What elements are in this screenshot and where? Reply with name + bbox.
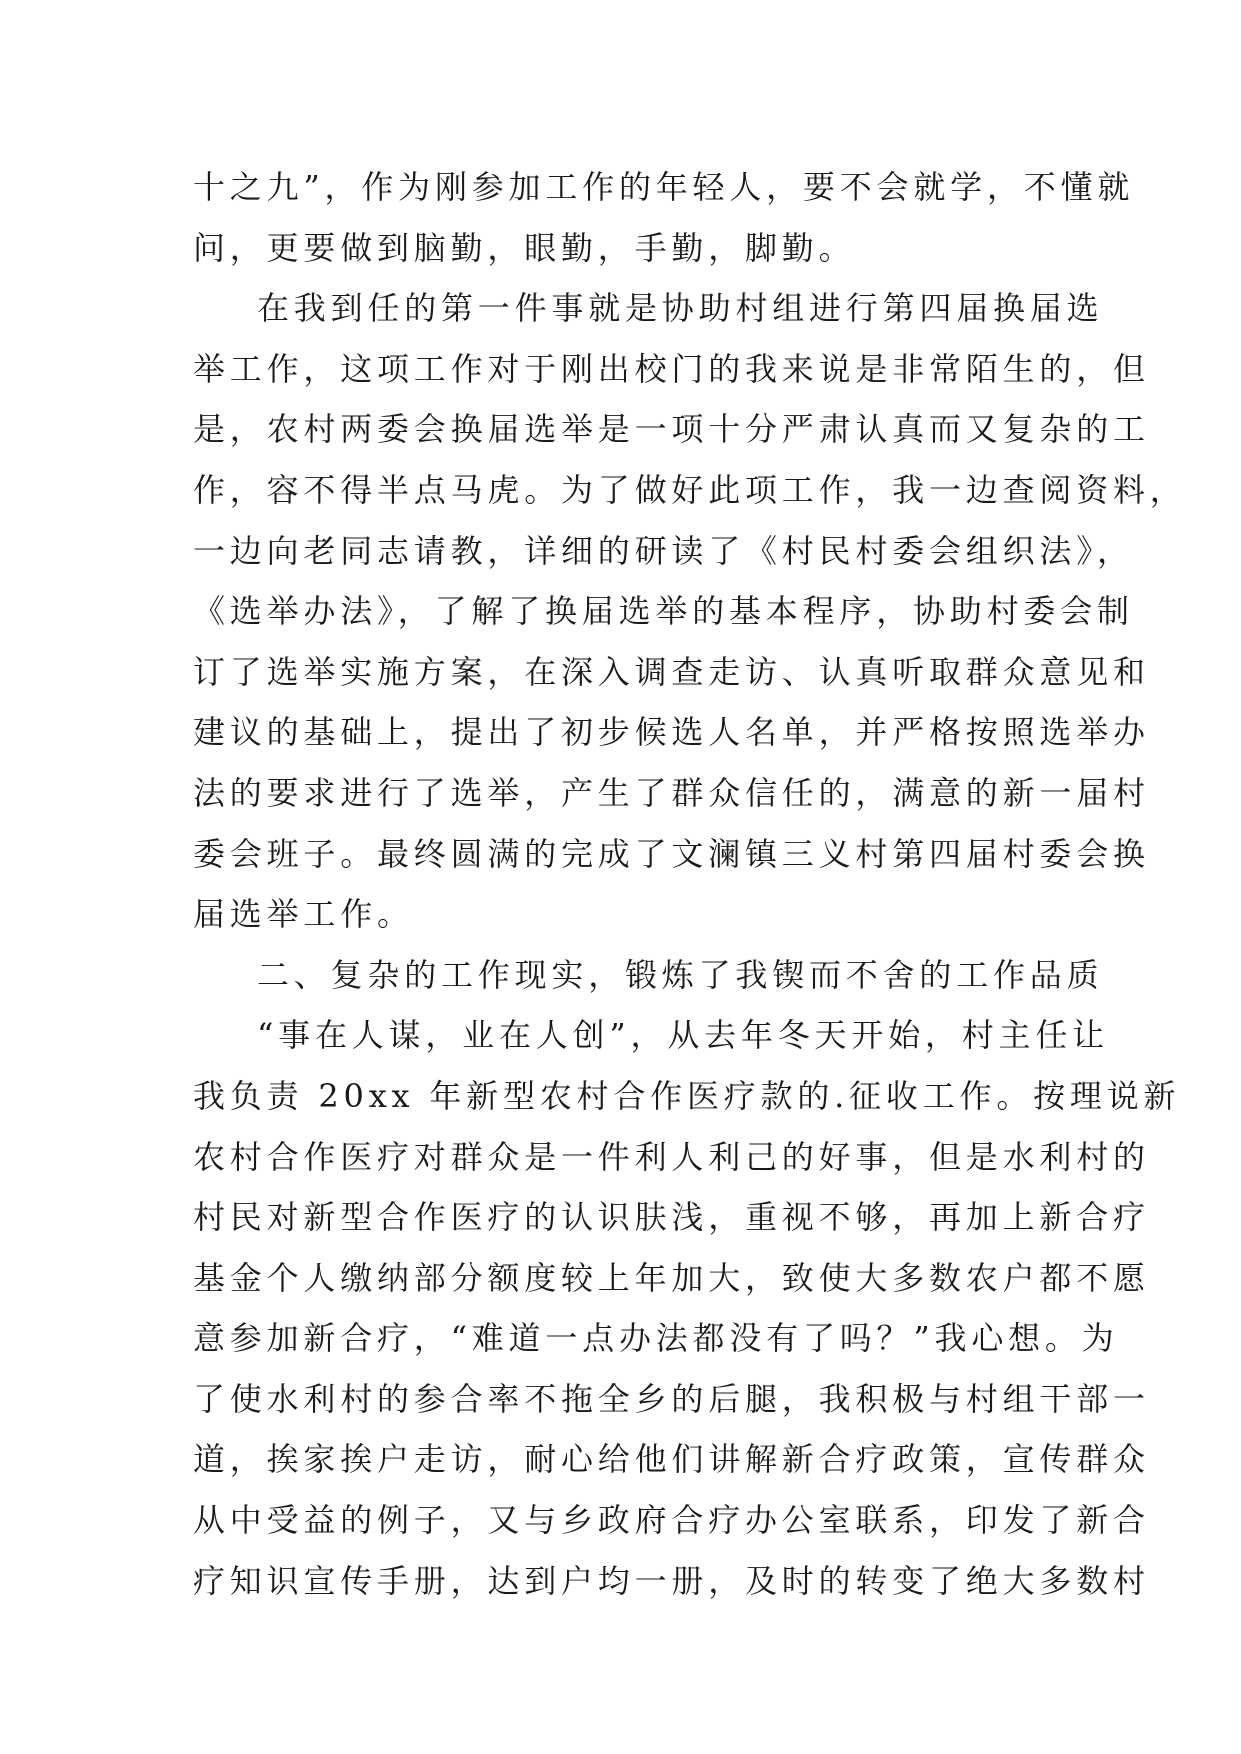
text-line: 从中受益的例子，又与乡政府合疗办公室联系，印发了新合 xyxy=(193,1501,1150,1540)
text-line: 是，农村两委会换届选举是一项十分严肃认真而又复杂的工 xyxy=(193,410,1150,449)
text-line: 《选举办法》，了解了换届选举的基本程序，协助村委会制 xyxy=(193,592,1134,631)
text-line: 问，更要做到脑勤，眼勤，手勤，脚勤。 xyxy=(193,228,856,267)
text-line: 作，容不得半点马虎。为了做好此项工作，我一边查阅资料， xyxy=(193,470,1187,509)
text-line: 举工作，这项工作对于刚出校门的我来说是非常陌生的，但 xyxy=(193,349,1150,388)
section-heading: 二、复杂的工作现实，锻炼了我锲而不舍的工作品质 xyxy=(257,955,1104,994)
text-line: 建议的基础上，提出了初步候选人名单，并严格按照选举办 xyxy=(193,713,1150,752)
text-line: 十之九”，作为刚参加工作的年轻人，要不会就学，不懂就 xyxy=(193,168,1135,206)
body-text xyxy=(193,157,1187,1611)
text-line: 了使水利村的参合率不拖全乡的后腿，我积极与村组干部一 xyxy=(193,1379,1150,1418)
paragraph-first-line: “事在人谋，业在人创”，从去年冬天开始，村主任让 xyxy=(257,1016,1109,1055)
text-line: 一边向老同志请教，详细的研读了《村民村委会组织法》， xyxy=(193,531,1134,570)
paragraph-first-line: 在我到任的第一件事就是协助村组进行第四届换届选 xyxy=(257,289,1104,328)
text-line: 农村合作医疗对群众是一件利人利己的好事，但是水利村的 xyxy=(193,1137,1150,1176)
text-line: 届选举工作。 xyxy=(193,895,414,934)
text-line: 道，挨家挨户走访，耐心给他们讲解新合疗政策，宣传群众 xyxy=(193,1440,1150,1479)
text-line: 订了选举实施方案，在深入调查走访、认真听取群众意见和 xyxy=(193,652,1150,691)
text-line: 法的要求进行了选举，产生了群众信任的，满意的新一届村 xyxy=(193,773,1150,812)
text-line: 意参加新合疗，“难道一点办法都没有了吗？”我心想。为 xyxy=(193,1319,1119,1358)
text-line: 基金个人缴纳部分额度较上年加大，致使大多数农户都不愿 xyxy=(193,1258,1150,1297)
text-line: 我负责 20xx 年新型农村合作医疗款的.征收工作。按理说新 xyxy=(193,1076,1181,1115)
text-line: 委会班子。最终圆满的完成了文澜镇三义村第四届村委会换 xyxy=(193,834,1150,873)
text-line: 村民对新型合作医疗的认识肤浅，重视不够，再加上新合疗 xyxy=(193,1198,1150,1237)
text-line: 疗知识宣传手册，达到户均一册，及时的转变了绝大多数村 xyxy=(193,1561,1150,1600)
